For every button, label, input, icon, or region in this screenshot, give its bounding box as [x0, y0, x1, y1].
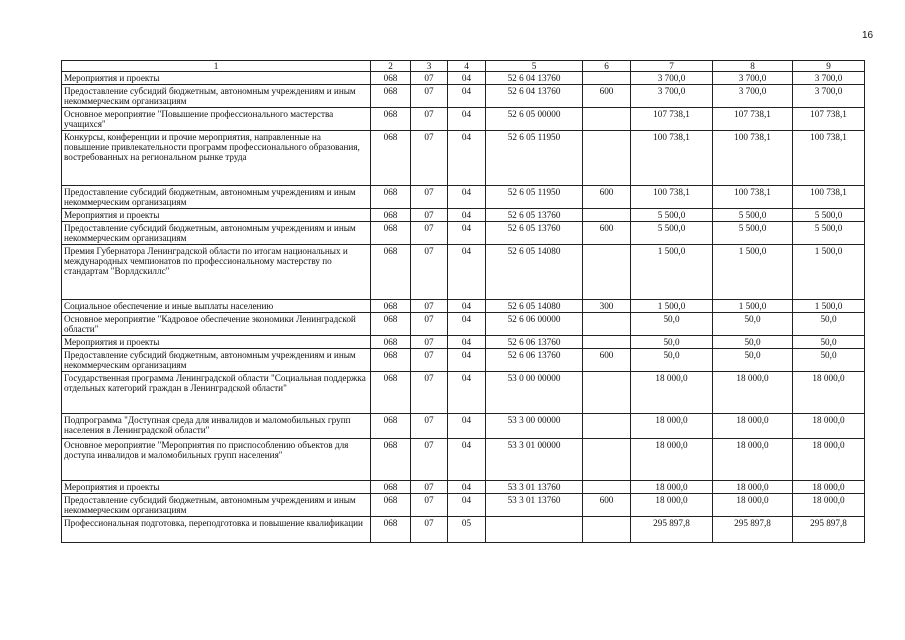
row-name-cell: Основное мероприятие "Кадровое обеспечение экономики Ленинградской области" — [62, 313, 371, 336]
expense-type-cell: 600 — [583, 222, 631, 245]
amount-cell: 100 738,1 — [713, 186, 793, 209]
expense-type-cell — [583, 245, 631, 300]
row-name-cell: Социальное обеспечение и иные выплаты населению — [62, 300, 371, 313]
target-article-cell: 52 6 05 11950 — [486, 131, 583, 186]
amount-cell: 18 000,0 — [631, 481, 713, 494]
code-cell: 068 — [371, 131, 411, 186]
target-article-cell: 52 6 05 13760 — [486, 209, 583, 222]
header-cell: 4 — [448, 61, 486, 72]
table-row — [62, 313, 865, 336]
amount-cell: 18 000,0 — [793, 494, 865, 517]
section-cell: 07 — [411, 85, 448, 108]
amount-cell: 18 000,0 — [631, 439, 713, 481]
table-row — [62, 372, 865, 414]
amount-cell: 5 500,0 — [631, 209, 713, 222]
row-name-cell: Мероприятия и проекты — [62, 72, 371, 85]
amount-cell: 18 000,0 — [793, 439, 865, 481]
amount-cell: 1 500,0 — [631, 245, 713, 300]
section-cell: 07 — [411, 72, 448, 85]
amount-cell: 18 000,0 — [793, 481, 865, 494]
amount-cell: 295 897,8 — [793, 517, 865, 543]
table-row — [62, 414, 865, 439]
code-cell: 068 — [371, 349, 411, 372]
table-row — [62, 108, 865, 131]
table-row — [62, 209, 865, 222]
amount-cell: 100 738,1 — [793, 131, 865, 186]
amount-cell: 5 500,0 — [713, 222, 793, 245]
target-article-cell: 52 6 05 14080 — [486, 300, 583, 313]
table-row — [62, 494, 865, 517]
amount-cell: 50,0 — [793, 336, 865, 349]
code-cell: 068 — [371, 517, 411, 543]
row-name-cell: Подпрограмма "Доступная среда для инвалидов и маломобильных групп населения в Ленинградской области" — [62, 414, 371, 439]
target-article-cell: 53 3 01 13760 — [486, 494, 583, 517]
expense-type-cell — [583, 372, 631, 414]
amount-cell: 50,0 — [793, 349, 865, 372]
subsection-cell: 04 — [448, 108, 486, 131]
expense-type-cell — [583, 131, 631, 186]
amount-cell: 3 700,0 — [713, 72, 793, 85]
header-cell: 8 — [713, 61, 793, 72]
subsection-cell: 04 — [448, 245, 486, 300]
row-name-cell: Предоставление субсидий бюджетным, автономным учреждениям и иным некоммерческим организациям — [62, 85, 371, 108]
subsection-cell: 04 — [448, 313, 486, 336]
target-article-cell: 53 0 00 00000 — [486, 372, 583, 414]
amount-cell: 18 000,0 — [631, 494, 713, 517]
subsection-cell: 04 — [448, 209, 486, 222]
section-cell: 07 — [411, 336, 448, 349]
expense-type-cell — [583, 209, 631, 222]
table-row — [62, 481, 865, 494]
amount-cell: 100 738,1 — [631, 186, 713, 209]
table-row — [62, 186, 865, 209]
section-cell: 07 — [411, 517, 448, 543]
expense-type-cell — [583, 414, 631, 439]
amount-cell: 5 500,0 — [631, 222, 713, 245]
section-cell: 07 — [411, 414, 448, 439]
amount-cell: 107 738,1 — [793, 108, 865, 131]
subsection-cell: 04 — [448, 300, 486, 313]
header-cell: 5 — [486, 61, 583, 72]
amount-cell: 100 738,1 — [631, 131, 713, 186]
row-name-cell: Премия Губернатора Ленинградской области по итогам национальных и международных чемпионатов по профессиональному мастерству по стандартам "Ворлдскиллс" — [62, 245, 371, 300]
amount-cell: 295 897,8 — [713, 517, 793, 543]
header-cell: 1 — [62, 61, 371, 72]
amount-cell: 5 500,0 — [713, 209, 793, 222]
amount-cell: 50,0 — [713, 336, 793, 349]
section-cell: 07 — [411, 131, 448, 186]
subsection-cell: 04 — [448, 349, 486, 372]
target-article-cell: 52 6 06 13760 — [486, 349, 583, 372]
expense-type-cell — [583, 517, 631, 543]
target-article-cell: 53 3 01 00000 — [486, 439, 583, 481]
amount-cell: 100 738,1 — [793, 186, 865, 209]
target-article-cell: 52 6 06 13760 — [486, 336, 583, 349]
page-number: 16 — [862, 30, 874, 41]
code-cell: 068 — [371, 209, 411, 222]
amount-cell: 3 700,0 — [793, 85, 865, 108]
target-article-cell: 52 6 05 00000 — [486, 108, 583, 131]
row-name-cell: Предоставление субсидий бюджетным, автономным учреждениям и иным некоммерческим организациям — [62, 349, 371, 372]
target-article-cell: 52 6 05 13760 — [486, 222, 583, 245]
row-name-cell: Государственная программа Ленинградской области "Социальная поддержка отдельных категорий граждан в Ленинградской области" — [62, 372, 371, 414]
expense-type-cell — [583, 336, 631, 349]
amount-cell: 1 500,0 — [713, 245, 793, 300]
section-cell: 07 — [411, 481, 448, 494]
header-cell: 7 — [631, 61, 713, 72]
section-cell: 07 — [411, 108, 448, 131]
expense-type-cell — [583, 313, 631, 336]
table-row — [62, 300, 865, 313]
table-row — [62, 245, 865, 300]
row-name-cell: Основное мероприятие "Мероприятия по приспособлению объектов для доступа инвалидов и маломобильных групп населения" — [62, 439, 371, 481]
target-article-cell: 53 3 00 00000 — [486, 414, 583, 439]
section-cell: 07 — [411, 245, 448, 300]
subsection-cell: 05 — [448, 517, 486, 543]
subsection-cell: 04 — [448, 85, 486, 108]
table-row — [62, 336, 865, 349]
expense-type-cell: 600 — [583, 186, 631, 209]
amount-cell: 3 700,0 — [631, 85, 713, 108]
amount-cell: 295 897,8 — [631, 517, 713, 543]
table-row — [62, 85, 865, 108]
amount-cell: 18 000,0 — [713, 481, 793, 494]
amount-cell: 18 000,0 — [713, 414, 793, 439]
amount-cell: 1 500,0 — [793, 245, 865, 300]
code-cell: 068 — [371, 481, 411, 494]
header-cell: 9 — [793, 61, 865, 72]
table-body — [62, 72, 865, 543]
expense-type-cell: 300 — [583, 300, 631, 313]
subsection-cell: 04 — [448, 186, 486, 209]
amount-cell: 18 000,0 — [631, 372, 713, 414]
amount-cell: 18 000,0 — [793, 414, 865, 439]
target-article-cell — [486, 517, 583, 543]
subsection-cell: 04 — [448, 439, 486, 481]
expense-type-cell: 600 — [583, 85, 631, 108]
amount-cell: 3 700,0 — [793, 72, 865, 85]
amount-cell: 18 000,0 — [713, 372, 793, 414]
code-cell: 068 — [371, 300, 411, 313]
amount-cell: 5 500,0 — [793, 222, 865, 245]
expense-type-cell — [583, 108, 631, 131]
target-article-cell: 52 6 05 11950 — [486, 186, 583, 209]
amount-cell: 5 500,0 — [793, 209, 865, 222]
budget-table — [61, 60, 865, 543]
code-cell: 068 — [371, 372, 411, 414]
section-cell: 07 — [411, 372, 448, 414]
row-name-cell: Мероприятия и проекты — [62, 336, 371, 349]
amount-cell: 18 000,0 — [713, 439, 793, 481]
amount-cell: 1 500,0 — [631, 300, 713, 313]
section-cell: 07 — [411, 313, 448, 336]
header-cell: 3 — [411, 61, 448, 72]
expense-type-cell — [583, 439, 631, 481]
row-name-cell: Профессиональная подготовка, переподготовка и повышение квалификации — [62, 517, 371, 543]
subsection-cell: 04 — [448, 131, 486, 186]
row-name-cell: Мероприятия и проекты — [62, 481, 371, 494]
amount-cell: 3 700,0 — [713, 85, 793, 108]
table-row — [62, 517, 865, 543]
amount-cell: 107 738,1 — [713, 108, 793, 131]
code-cell: 068 — [371, 85, 411, 108]
section-cell: 07 — [411, 209, 448, 222]
header-row — [62, 61, 865, 72]
row-name-cell: Предоставление субсидий бюджетным, автономным учреждениям и иным некоммерческим организациям — [62, 222, 371, 245]
row-name-cell: Предоставление субсидий бюджетным, автономным учреждениям и иным некоммерческим организациям — [62, 494, 371, 517]
amount-cell: 3 700,0 — [631, 72, 713, 85]
amount-cell: 50,0 — [631, 349, 713, 372]
section-cell: 07 — [411, 300, 448, 313]
section-cell: 07 — [411, 439, 448, 481]
subsection-cell: 04 — [448, 481, 486, 494]
code-cell: 068 — [371, 336, 411, 349]
header-cell: 2 — [371, 61, 411, 72]
amount-cell: 50,0 — [713, 313, 793, 336]
amount-cell: 50,0 — [793, 313, 865, 336]
row-name-cell: Предоставление субсидий бюджетным, автономным учреждениям и иным некоммерческим организациям — [62, 186, 371, 209]
subsection-cell: 04 — [448, 222, 486, 245]
table-row — [62, 131, 865, 186]
code-cell: 068 — [371, 494, 411, 517]
table-row — [62, 349, 865, 372]
code-cell: 068 — [371, 108, 411, 131]
target-article-cell: 52 6 04 13760 — [486, 85, 583, 108]
amount-cell: 1 500,0 — [793, 300, 865, 313]
target-article-cell: 52 6 06 00000 — [486, 313, 583, 336]
amount-cell: 50,0 — [631, 313, 713, 336]
expense-type-cell — [583, 72, 631, 85]
code-cell: 068 — [371, 439, 411, 481]
code-cell: 068 — [371, 414, 411, 439]
row-name-cell: Конкурсы, конференции и прочие мероприятия, направленные на повышение привлекательности программ профессионального образования, востребованных на региональном рынке труда — [62, 131, 371, 186]
amount-cell: 100 738,1 — [713, 131, 793, 186]
code-cell: 068 — [371, 72, 411, 85]
header-cell: 6 — [583, 61, 631, 72]
code-cell: 068 — [371, 313, 411, 336]
amount-cell: 50,0 — [713, 349, 793, 372]
section-cell: 07 — [411, 222, 448, 245]
amount-cell: 107 738,1 — [631, 108, 713, 131]
table-row — [62, 222, 865, 245]
expense-type-cell — [583, 481, 631, 494]
amount-cell: 1 500,0 — [713, 300, 793, 313]
target-article-cell: 52 6 04 13760 — [486, 72, 583, 85]
section-cell: 07 — [411, 349, 448, 372]
subsection-cell: 04 — [448, 494, 486, 517]
table-row — [62, 72, 865, 85]
code-cell: 068 — [371, 222, 411, 245]
amount-cell: 18 000,0 — [713, 494, 793, 517]
code-cell: 068 — [371, 245, 411, 300]
section-cell: 07 — [411, 494, 448, 517]
subsection-cell: 04 — [448, 414, 486, 439]
subsection-cell: 04 — [448, 72, 486, 85]
target-article-cell: 53 3 01 13760 — [486, 481, 583, 494]
expense-type-cell: 600 — [583, 494, 631, 517]
target-article-cell: 52 6 05 14080 — [486, 245, 583, 300]
subsection-cell: 04 — [448, 336, 486, 349]
amount-cell: 50,0 — [631, 336, 713, 349]
table-row — [62, 439, 865, 481]
section-cell: 07 — [411, 186, 448, 209]
code-cell: 068 — [371, 186, 411, 209]
row-name-cell: Мероприятия и проекты — [62, 209, 371, 222]
amount-cell: 18 000,0 — [793, 372, 865, 414]
amount-cell: 18 000,0 — [631, 414, 713, 439]
subsection-cell: 04 — [448, 372, 486, 414]
row-name-cell: Основное мероприятие "Повышение профессионального мастерства учащихся" — [62, 108, 371, 131]
expense-type-cell: 600 — [583, 349, 631, 372]
